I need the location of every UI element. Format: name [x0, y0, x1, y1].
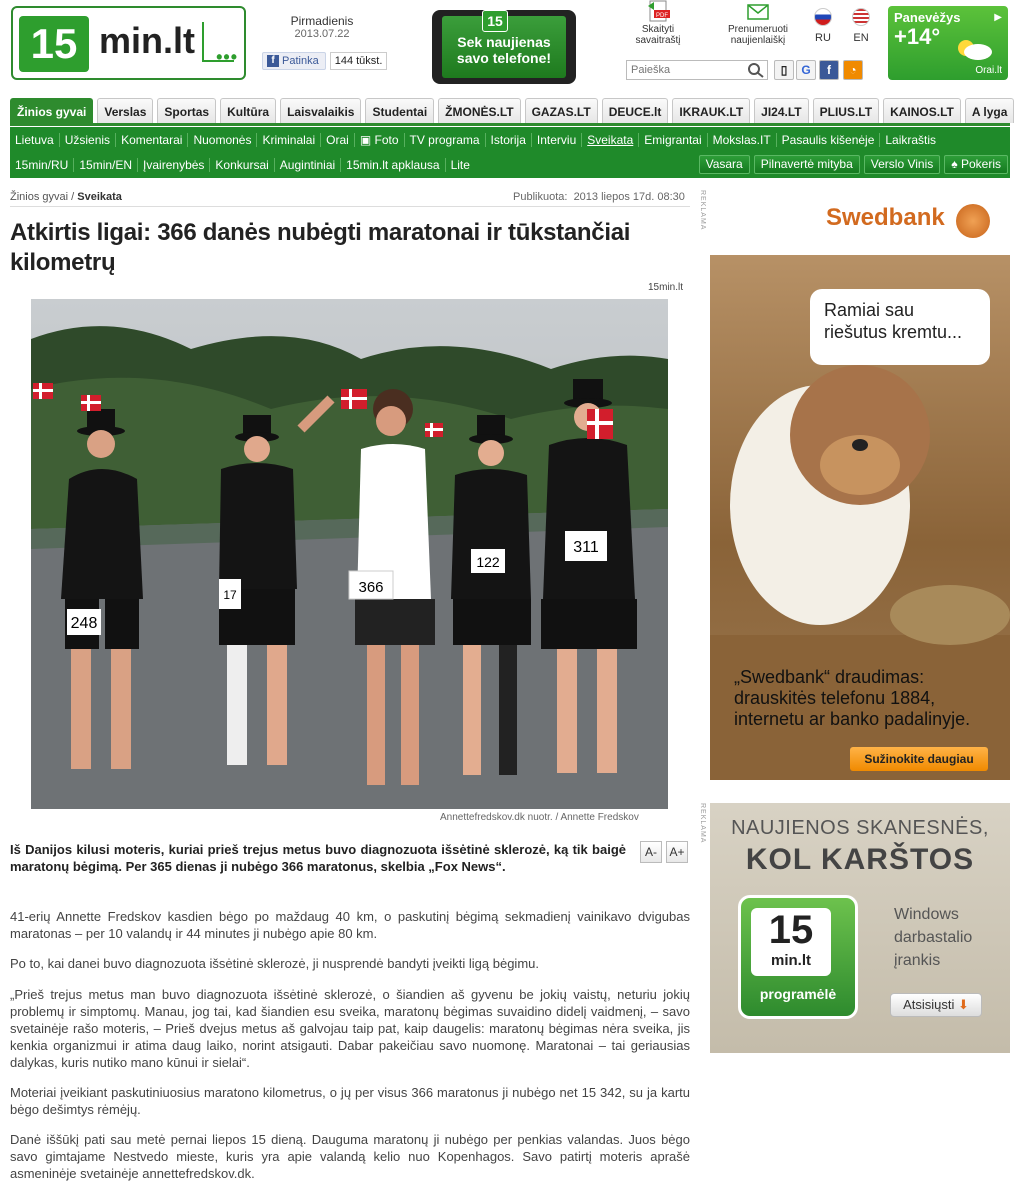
- bib-1: 248: [70, 615, 98, 632]
- bib-4: 122: [476, 554, 500, 570]
- newsletter-label: Prenumeruoti naujienlaiškį: [727, 24, 789, 46]
- article-lead: Iš Danijos kilusi moteris, kuriai prieš trejus metus buvo diagnozuota išsėtinė sklerozė, ką tik baigė maratonų bėgimą. Per 365 dienas ji nubėgo 366 maratonus, skelbia „Fox News“.: [10, 842, 626, 874]
- app-logo-number: 15: [768, 908, 814, 952]
- fb-like-button[interactable]: [262, 52, 326, 70]
- facebook-like: [262, 52, 387, 70]
- btn-verslo-vinis[interactable]: Verslo Vinis: [864, 155, 940, 174]
- weather-temp: +14°: [894, 24, 941, 49]
- subnav-foto[interactable]: [355, 133, 405, 147]
- russia-flag-icon: [814, 8, 832, 26]
- search-icon[interactable]: [746, 61, 766, 79]
- tab-zmones[interactable]: ŽMONĖS.LT: [438, 98, 520, 123]
- ad-label: REKLAMA: [699, 190, 706, 231]
- subnav-orai[interactable]: Orai: [321, 133, 355, 147]
- subnav-pasaulis-kiseneje[interactable]: Pasaulis kišenėje: [777, 133, 881, 147]
- subnav-15min-ru[interactable]: 15min/RU: [10, 158, 74, 172]
- article-paragraph-4: Moteriai įveikiant paskutiniuosius maratono kilometrus, o jų per visus 366 maratonus ji nubėgo net 15 342, su ja kartu bėgo dešimtys rėmėjų.: [10, 1085, 690, 1117]
- subnav-konkursai[interactable]: Konkursai: [210, 158, 274, 172]
- pdf-label: Skaityti savaitraštį: [635, 24, 681, 46]
- fb-like-label: Patinka: [282, 55, 319, 67]
- published-value: 2013 liepos 17d. 08:30: [573, 191, 685, 203]
- sub-nav: [10, 127, 1010, 178]
- weather-source: Orai.lt: [975, 65, 1002, 76]
- crumb-zinios-gyvai[interactable]: Žinios gyvai: [10, 191, 69, 203]
- tab-studentai[interactable]: Studentai: [365, 98, 434, 123]
- tab-verslas[interactable]: Verslas: [97, 98, 153, 123]
- ad2-subheadline: KOL KARŠTOS: [745, 843, 975, 876]
- subnav-ivairenybes[interactable]: Įvairenybės: [138, 158, 210, 172]
- pdf-weekly-link[interactable]: [626, 0, 690, 46]
- facebook-icon: f: [267, 55, 279, 67]
- subnav-uzsienis[interactable]: Užsienis: [60, 133, 116, 147]
- phone-promo-text: Sek naujienas savo telefone!: [456, 34, 552, 66]
- chevron-right-icon[interactable]: ▶: [994, 12, 1002, 23]
- btn-vasara[interactable]: Vasara: [699, 155, 750, 174]
- download-arrow-icon: ⬇: [958, 997, 969, 1012]
- header: [0, 0, 1018, 96]
- subnav-apklausa[interactable]: 15min.lt apklausa: [341, 158, 445, 172]
- subnav-nuomones[interactable]: Nuomonės: [188, 133, 257, 147]
- special-buttons: [699, 155, 1008, 174]
- subnav-foto-label: Foto: [374, 132, 399, 147]
- subnav-sveikata[interactable]: Sveikata: [582, 133, 639, 147]
- published-row: [513, 191, 685, 203]
- published-label: Publikuota:: [513, 191, 568, 203]
- btn-pokeris[interactable]: [944, 155, 1008, 174]
- tab-deuce[interactable]: DEUCE.lt: [602, 98, 669, 123]
- divider: [10, 206, 690, 207]
- lang-ru[interactable]: [810, 8, 836, 44]
- app-logo: [751, 908, 831, 976]
- subnav-emigrantai[interactable]: Emigrantai: [639, 133, 707, 147]
- font-decrease-button[interactable]: A-: [640, 841, 662, 863]
- breadcrumb: [10, 191, 122, 203]
- download-label: Atsisiųsti: [903, 997, 955, 1012]
- weather-widget[interactable]: [888, 6, 1008, 80]
- logo-number: 15: [19, 16, 89, 72]
- phone-badge: 15: [482, 10, 508, 32]
- app-tile: [738, 895, 858, 1019]
- subnav-mokslas[interactable]: Mokslas.IT: [708, 133, 777, 147]
- font-increase-button[interactable]: A+: [666, 841, 688, 863]
- article-source: 15min.lt: [648, 282, 684, 293]
- app-label: programėlė: [759, 986, 837, 1002]
- article-paragraph-3: „Prieš trejus metus man buvo diagnozuota išsėtinė sklerozė, o šiandien aš gyvenu be jokių vaistų, neturiu jokių problemų ir simptomų. Manau, jog tai, kad šiandien esu sveika, maratonų bėgimas suvaidino didelį vaidmenį, – savo svetainėje rašo moteris, – Prieš dvejus metus aš galvojau taip pat, kaip daugelis: maratonų bėgimas nėra sveika, jis kenkia organizmui ir atima daug laiko, norint atsigauti. Dabar pakeičiau savo nuomonę. Maratonai – tai geriausias dalykas, kuris nutiko mano kūnui ir sielai“.: [10, 987, 690, 1070]
- bib-2: 17: [223, 588, 237, 602]
- btn-pokeris-label: Pokeris: [960, 157, 1001, 171]
- subnav-komentarai[interactable]: Komentarai: [116, 133, 188, 147]
- subnav-15min-en[interactable]: 15min/EN: [74, 158, 138, 172]
- swedbank-logo[interactable]: Swedbank: [826, 204, 945, 231]
- dots-icon: •••: [216, 47, 238, 67]
- speech-bubble: Ramiai sau riešutus kremtu...: [810, 289, 990, 365]
- ad2-headline: NAUJIENOS SKANESNĖS,: [731, 817, 989, 839]
- weather-city: Panevėžys: [894, 10, 961, 25]
- article-photo[interactable]: [31, 299, 668, 809]
- google-icon[interactable]: G: [796, 60, 816, 80]
- windows-widget-text: Windows darbastalio įrankis: [894, 906, 973, 969]
- lang-en[interactable]: [848, 8, 874, 44]
- bib-3: 366: [358, 579, 384, 596]
- subnav-tv-programa[interactable]: TV programa: [405, 133, 486, 147]
- weekday: Pirmadienis: [290, 14, 354, 28]
- runners-illustration: [31, 299, 668, 809]
- photo-caption: Annettefredskov.dk nuotr. / Annette Fredskov: [440, 812, 639, 823]
- sub-nav-row-2: [10, 152, 475, 177]
- subnav-kriminalai[interactable]: Kriminalai: [257, 133, 321, 147]
- ad1-text: „Swedbank“ draudimas: drauskitės telefonu 1884, internetu ar banko padalinyje.: [734, 667, 971, 729]
- subnav-lietuva[interactable]: Lietuva: [10, 133, 60, 147]
- app-ad[interactable]: [710, 803, 1010, 1053]
- ad-label-2: REKLAMA: [699, 803, 706, 844]
- subnav-interviu[interactable]: Interviu: [532, 133, 582, 147]
- phone-screen: [442, 13, 566, 78]
- article-paragraph-1: 41-erių Annette Fredskov kasdien bėgo po maždaug 40 km, o paskutinį bėgimą sekmadienį vainikavo dvigubas maratonas – per 10 valandų ir 44 minutes ji nubėgo apie 80 km.: [10, 909, 690, 941]
- logo-text: min.lt: [99, 20, 195, 61]
- tab-gazas[interactable]: GAZAS.LT: [525, 98, 598, 123]
- fb-like-count: 144 tūkst.: [330, 52, 388, 70]
- tab-plius[interactable]: PLIUS.LT: [813, 98, 879, 123]
- subnav-lite[interactable]: Lite: [450, 157, 470, 172]
- crumb-sveikata[interactable]: Sveikata: [77, 191, 122, 203]
- site-logo[interactable]: [11, 6, 246, 80]
- facebook-share-icon[interactable]: f: [819, 60, 839, 80]
- lang-ru-label: RU: [815, 32, 831, 44]
- tab-zinios-gyvai[interactable]: Žinios gyvai: [10, 98, 93, 123]
- tab-laisvalaikis[interactable]: Laisvalaikis: [280, 98, 361, 123]
- rss-icon[interactable]: ◔: [843, 60, 863, 80]
- date: 2013.07.22: [294, 28, 350, 40]
- bib-5: 311: [573, 539, 599, 556]
- font-size-controls: [640, 841, 688, 863]
- swedbank-ad[interactable]: [710, 255, 1010, 780]
- envelope-icon: [745, 0, 771, 22]
- download-button[interactable]: [890, 993, 982, 1017]
- tab-ji24[interactable]: JI24.LT: [754, 98, 808, 123]
- tab-ikrauk[interactable]: IKRAUK.LT: [672, 98, 750, 123]
- article-paragraph-5: Danė iššūkį pati sau metė pernai liepos 15 dieną. Dauguma maratonų ji nubėgo per penkias valandas. Juos bėgo savo gimtajame Nestvedo mieste, kuris yra apie valandą kelio nuo Kopenhagos. Savo patirtį moteris aprašė asmeninėje svetainėje annettefredskov.dk.: [10, 1132, 690, 1181]
- mobile-icon[interactable]: ▯: [774, 60, 794, 80]
- app-logo-text: min.lt: [771, 952, 811, 969]
- pdf-icon: [645, 0, 671, 22]
- subnav-laikrastis[interactable]: Laikraštis: [885, 132, 937, 147]
- learn-more-button[interactable]: Sužinokite daugiau: [850, 747, 988, 771]
- article-paragraph-2: Po to, kai danei buvo diagnozuota išsėtinė sklerozė, ji nusprendė bandyti įveikti ligą bėgimu.: [10, 956, 539, 971]
- date-block: [262, 14, 382, 40]
- camera-icon: ▣: [359, 132, 375, 147]
- article-title: Atkirtis ligai: 366 danės nubėgti maratonai ir tūkstančiai kilometrų: [10, 219, 631, 276]
- crumb-separator: /: [68, 191, 78, 203]
- spade-icon: ♠: [951, 157, 961, 171]
- usa-flag-icon: [852, 8, 870, 26]
- tab-a-lyga[interactable]: A lyga: [965, 98, 1015, 123]
- newsletter-link[interactable]: [722, 0, 794, 46]
- mobile-promo[interactable]: [432, 10, 576, 84]
- tab-kultura[interactable]: Kultūra: [220, 98, 276, 123]
- main-nav: [10, 98, 1010, 126]
- tab-kainos[interactable]: KAINOS.LT: [883, 98, 961, 123]
- btn-pilnaverte-mityba[interactable]: Pilnavertė mityba: [754, 155, 860, 174]
- tab-sportas[interactable]: Sportas: [157, 98, 216, 123]
- swedbank-sun-icon: [956, 204, 990, 238]
- lang-en-label: EN: [853, 32, 869, 44]
- svg-text:PDF: PDF: [656, 13, 668, 19]
- cloud-sun-icon: [954, 36, 994, 62]
- sub-nav-row-1: [10, 127, 941, 152]
- subnav-istorija[interactable]: Istorija: [486, 133, 532, 147]
- subnav-augintiniai[interactable]: Augintiniai: [275, 158, 341, 172]
